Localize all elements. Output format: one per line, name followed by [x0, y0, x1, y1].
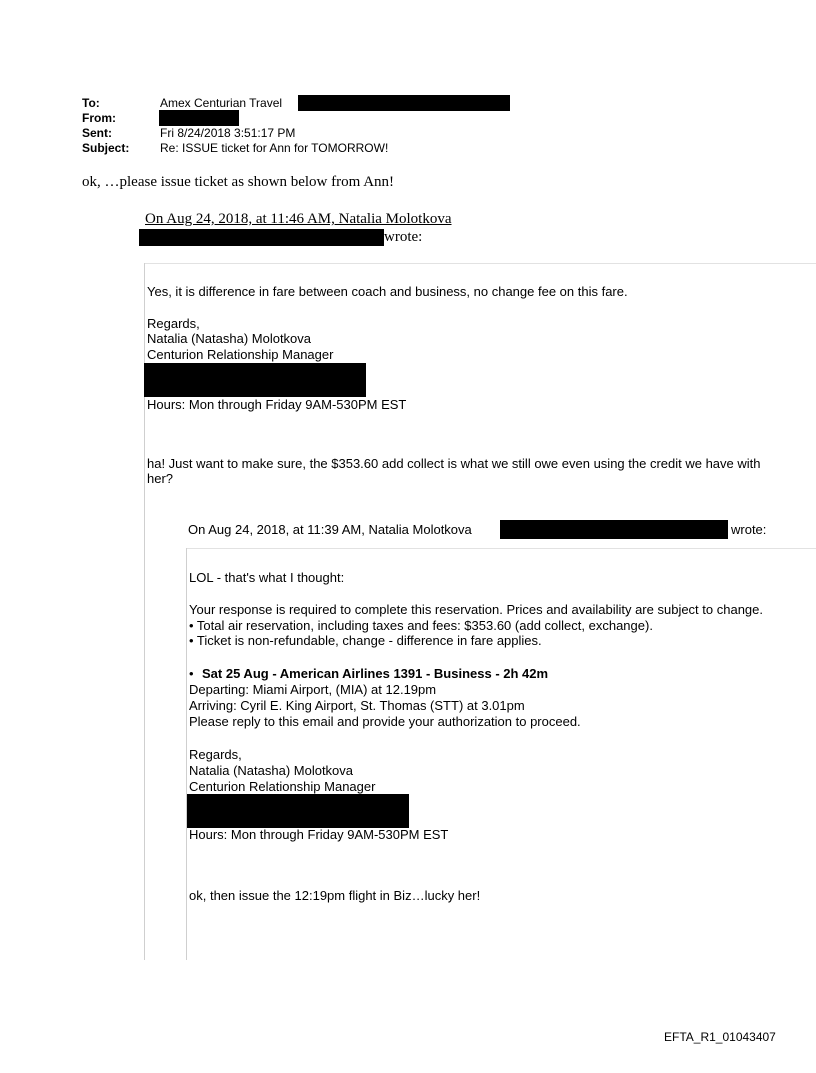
subject-label: Subject: — [82, 141, 130, 155]
redaction-quote2-email — [500, 520, 728, 539]
quote2-lol: LOL - that's what I thought: — [189, 570, 345, 585]
quote2-final: ok, then issue the 12:19pm flight in Biz…lucky her! — [189, 888, 481, 903]
from-label: From: — [82, 111, 116, 125]
quote2-left-border — [186, 548, 187, 960]
quote2-sig-name: Natalia (Natasha) Molotkova — [189, 763, 354, 778]
subject-value: Re: ISSUE ticket for Ann for TOMORROW! — [160, 141, 389, 155]
quote2-sig-title: Centurion Relationship Manager — [189, 779, 376, 794]
quote1-regards: Regards, — [147, 316, 200, 331]
bates-number: EFTA_R1_01043407 — [664, 1030, 776, 1044]
quote2-top-border — [186, 548, 816, 549]
quote1-hours: Hours: Mon through Friday 9AM-530PM EST — [147, 397, 407, 412]
redaction-quote1-email — [139, 229, 384, 246]
quote2-wrote: wrote: — [731, 522, 767, 537]
sent-label: Sent: — [82, 126, 112, 140]
redaction-from — [159, 110, 239, 126]
quote1-attribution: On Aug 24, 2018, at 11:46 AM, Natalia Molotkova — [145, 211, 452, 227]
to-label: To: — [82, 96, 100, 110]
quote1-sig-title: Centurion Relationship Manager — [147, 347, 334, 362]
quote2-departing: Departing: Miami Airport, (MIA) at 12.19pm — [189, 682, 437, 697]
sent-value: Fri 8/24/2018 3:51:17 PM — [160, 126, 296, 140]
redaction-quote1-sig — [144, 363, 366, 397]
quote2-hours: Hours: Mon through Friday 9AM-530PM EST — [189, 827, 449, 842]
quote2-flight-bullet: • — [189, 666, 194, 681]
quote1-reply: Yes, it is difference in fare between coach and business, no change fee on this fare. — [147, 284, 628, 299]
quote2-flight-title: Sat 25 Aug - American Airlines 1391 - Business - 2h 42m — [202, 666, 549, 681]
quote2-arriving: Arriving: Cyril E. King Airport, St. Thomas (STT) at 3.01pm — [189, 698, 525, 713]
quote1-question-line2: her? — [147, 471, 174, 486]
redaction-to — [298, 95, 510, 111]
quote2-bullet-total: • Total air reservation, including taxes and fees: $353.60 (add collect, exchange). — [189, 618, 653, 633]
quote2-regards: Regards, — [189, 747, 242, 762]
quote1-sig-name: Natalia (Natasha) Molotkova — [147, 331, 312, 346]
quote1-top-border — [144, 263, 816, 264]
quote1-question-line1: ha! Just want to make sure, the $353.60 add collect is what we still owe even using the credit we have with — [147, 456, 761, 471]
quote2-bullet-refund: • Ticket is non-refundable, change - difference in fare applies. — [189, 633, 542, 648]
quote1-wrote: wrote: — [384, 229, 423, 245]
quote2-required: Your response is required to complete this reservation. Prices and availability are subject to change. — [189, 602, 763, 617]
quote2-please-reply: Please reply to this email and provide your authorization to proceed. — [189, 714, 581, 729]
opening-line: ok, …please issue ticket as shown below from Ann! — [82, 174, 395, 190]
to-value: Amex Centurian Travel — [160, 96, 283, 110]
quote2-attribution: On Aug 24, 2018, at 11:39 AM, Natalia Molotkova — [188, 522, 472, 537]
redaction-quote2-sig — [187, 794, 409, 828]
